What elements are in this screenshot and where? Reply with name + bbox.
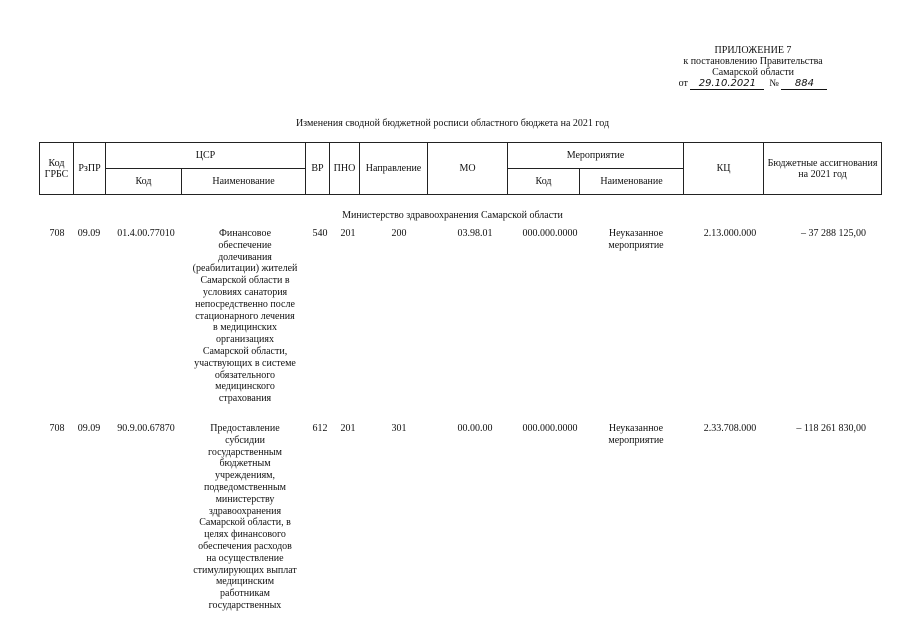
cell-csr-code: 90.9.00.67870	[117, 423, 175, 434]
cell-pno: 201	[340, 423, 356, 434]
cell-direction: 301	[391, 423, 407, 434]
cell-amount: – 37 288 125,00	[801, 228, 866, 239]
cell-csr-code: 01.4.00.77010	[117, 228, 175, 239]
header-vr: ВР	[306, 143, 330, 195]
cell-event-code: 000.000.0000	[522, 423, 578, 434]
cell-amount: – 118 261 830,00	[796, 423, 866, 434]
header-csr-code: Код	[106, 169, 182, 195]
cell-grbs: 708	[49, 228, 65, 239]
cell-csr-name: Финансовое обеспечение долечивания (реабилитации) жителей Самарской области в условиях санатория непосредственно после стационарного лечения в медицинских организациях Самарской области, участвующих в системе обязательного медицинского страхования	[192, 228, 298, 405]
cell-pno: 201	[340, 228, 356, 239]
header-pno: ПНО	[330, 143, 360, 195]
header-grbs: Код ГРБС	[40, 143, 74, 195]
table-header	[39, 142, 882, 195]
header-event: Мероприятие	[508, 143, 684, 169]
header-csr: ЦСР	[106, 143, 306, 169]
section-title: Министерство здравоохранения Самарской области	[342, 210, 563, 221]
cell-vr: 540	[312, 228, 328, 239]
cell-vr: 612	[312, 423, 328, 434]
cell-event-name: Неуказанное мероприятие	[608, 228, 664, 251]
number-prefix: №	[769, 78, 779, 89]
cell-csr-name: Предоставление субсидии государственным бюджетным учреждениям, подведомственным министерству здравоохранения Самарской области, в целях финансового обеспечения расходов на осуществление стимулирующих выплат медицинским работникам государственных	[193, 423, 297, 611]
date-prefix: от	[678, 78, 688, 89]
header-event-code: Код	[508, 169, 580, 195]
cell-rzpr: 09.09	[77, 228, 101, 239]
appendix-date-line	[653, 78, 853, 90]
cell-event-name: Неуказанное мероприятие	[608, 423, 664, 446]
cell-mo: 00.00.00	[457, 423, 493, 434]
header-rzpr: РзПР	[74, 143, 106, 195]
header-mo: МО	[428, 143, 508, 195]
cell-direction: 200	[391, 228, 407, 239]
header-kc: КЦ	[684, 143, 764, 195]
header-event-name: Наименование	[580, 169, 684, 195]
header-csr-name: Наименование	[182, 169, 306, 195]
appendix-line-2: Самарской области	[712, 67, 794, 78]
cell-mo: 03.98.01	[457, 228, 493, 239]
appendix-header	[653, 45, 853, 90]
header-budget: Бюджетные ассигнования на 2021 год	[764, 143, 882, 195]
handwritten-number: 884	[781, 78, 827, 90]
appendix-line-1: к постановлению Правительства	[683, 56, 823, 67]
cell-kc: 2.33.708.000	[703, 423, 757, 434]
cell-rzpr: 09.09	[77, 423, 101, 434]
header-direction: Направление	[360, 143, 428, 195]
appendix-title: ПРИЛОЖЕНИЕ 7	[714, 45, 792, 56]
cell-grbs: 708	[49, 423, 65, 434]
cell-kc: 2.13.000.000	[703, 228, 757, 239]
cell-event-code: 000.000.0000	[522, 228, 578, 239]
handwritten-date: 29.10.2021	[690, 78, 764, 90]
document-title: Изменения сводной бюджетной росписи областного бюджета на 2021 год	[295, 118, 610, 129]
